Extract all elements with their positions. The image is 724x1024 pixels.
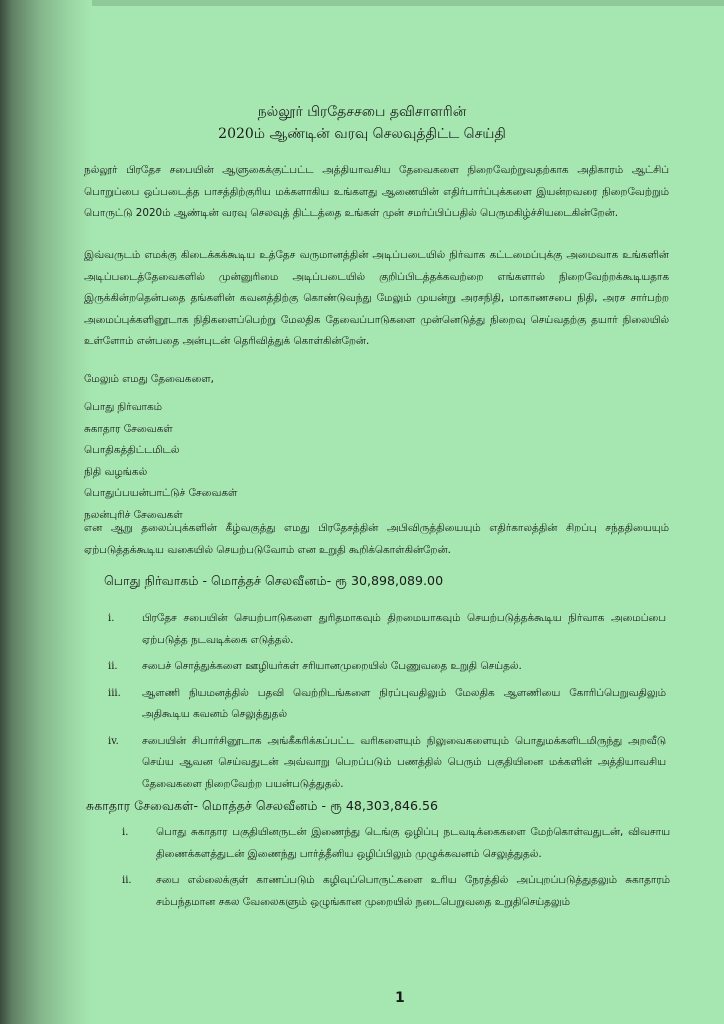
list-item [108,608,666,651]
title-line-2: 2020ம் ஆண்டின் வரவு செலவுத்திட்ட செய்தி [218,126,506,142]
list-item [108,683,666,726]
item-text: பொது சுகாதார பகுதியினருடன் இணைந்து டெங்கு ஒழிப்பு நடவடிக்கைகளை மேற்கொள்வதுடன், விவசாய திணைக்களத்துடன் இணைந்து பார்த்தீனிய ஒழிப்பிலும் முழுக்கவனம் செலுத்துதல். [156,826,670,860]
list-item: பொதுப்பயன்பாட்டுச் சேவைகள் [84,487,238,499]
closing-paragraph: என ஆறு தலைப்புக்களின் கீழ்வகுத்து எமது பிரதேசத்தின் அபிவிருத்தியையும் எதிர்காலத்தின் சிறப்பு சந்ததியையும் ஏற்படுத்தக்கூடிய வகையில் செயற்படுவோம் என உறுதி கூறிக்கொள்கின்றேன். [84,522,669,556]
item-number: iii. [108,687,121,699]
list-item: நலன்புரிச் சேவைகள் [84,508,183,521]
list-item: பொதிகத்திட்டமிடல் [84,444,180,456]
title-line-1: நல்லூர் பிரதேசசபை தவிசாளரின் [257,104,467,120]
intro-paragraph-3: மேலும் எமது தேவைகளை, [84,373,214,385]
needs-list [84,397,237,526]
item-text: பிரதேச சபையின் செயற்பாடுகளை துரிதமாகவும் திறமையாகவும் செயற்படுத்தக்கூடிய நிர்வாக அமைப்பை ஏற்படுத்த நடவடிக்கை எடுத்தல். [142,612,666,646]
list-item [122,822,670,865]
item-number: iv. [108,735,119,747]
item-number: i. [108,613,115,624]
item-text: சபையின் சிபார்சினூடாக அங்கீகரிக்கப்பட்ட வரிகளையும் நிலுவைகளையும் பொதுமக்களிடமிருந்து அறவீடு செய்ய ஆவன செய்வதுடன் அவ்வாறு பெறப்படும் பணத்தில் பெரும் பகுதியினை மக்களின் அத்தியாவசிய தேவைகளை நிறைவேற்ற பயன்படுத்துதல். [142,734,666,790]
section-1-items [108,608,666,800]
section-heading-general-administration: பொது நிர்வாகம் - மொத்தச் செலவீனம்- ரூ 30,898,089.00 [104,573,444,588]
list-item [122,870,670,913]
intro-paragraph-1: நல்லூர் பிரதேச சபையின் ஆளுகைக்குட்பட்ட அத்தியாவசிய தேவைகளை நிறைவேற்றுவதற்காக அதிகாரம் ஆட்சிப் பொறுப்பை ஒப்படைத்த பாசத்திற்குரிய மக்களாகிய உங்களது ஆணையின் எதிர்பார்ப்புக்களை இயன்றவரை நிறைவேற்றும் பொருட்டு 2020ம் ஆண்டின் வரவு செலவுத் திட்டத்தை உங்கள் முன் சமர்ப்பிப்பதில் பெருமகிழ்ச்சியடைகின்றேன். [84,164,669,219]
page-number: 1 [395,990,405,1006]
item-text: ஆளணி நியமனத்தில் பதவி வெற்றிடங்களை நிரப்புவதிலும் மேலதிக ஆளணியை கோரிப்பெறுவதிலும் அதிகூடிய கவனம் செலுத்துதல் [142,686,666,720]
page-top-edge [0,0,724,6]
list-item [108,731,666,796]
list-item: சுகாதார சேவைகள் [84,422,173,435]
list-item [108,656,666,678]
item-number: ii. [122,875,132,886]
item-text: சபைச் சொத்துக்களை ஊழியர்கள் சரியானமுறையில் பேணுவதை உறுதி செய்தல். [142,660,522,672]
item-number: ii. [108,661,118,672]
section-2-items [122,822,670,918]
section-heading-health-services: சுகாதார சேவைகள்- மொத்தச் செலவீனம் - ரூ 48,303,846.56 [86,798,439,813]
list-item: நிதி வழங்கல் [84,465,148,478]
item-number: i. [122,827,129,838]
intro-paragraph-2: இவ்வருடம் எமக்கு கிடைக்கக்கூடிய உத்தேச வருமானத்தின் அடிப்படையில் நிர்வாக கட்டமைப்புக்கு அமைவாக உங்களின் அடிப்படைத்தேவைகளில் முன்னுரிமை அடிப்படையில் குறிப்பிடத்தக்கவற்றை எங்களால் நிறைவேற்றக்கூடியதாக இருக்கின்றதென்பதை தங்களின் கவனத்திற்கு கொண்டுவந்து மேலும் முயன்று அரசநிதி, மாகாணசபை நிதி, அரச சார்பற்ற அமைப்புக்களினூடாக நிதிகளைப்பெற்று மேலதிக தேவைப்பாடுகளை முன்னெடுத்து நிறைவு செய்வதற்கு தயார் நிலையில் உள்ளோம் என்பதை அன்புடன் தெரிவித்துக் கொள்கின்றேன். [84,249,669,347]
scan-binding-shadow [0,0,92,1024]
item-text: சபை எல்லைக்குள் காணப்படும் கழிவுப்பொருட்களை உரிய நேரத்தில் அப்புறப்படுத்துதலும் சுகாதாரம் சம்பந்தமான சகல வேலைகளும் ஒழுங்கான முறையில் நடைபெறுவதை உறுதிசெய்தலும் [156,874,670,908]
list-item: பொது நிர்வாகம் [84,401,162,413]
